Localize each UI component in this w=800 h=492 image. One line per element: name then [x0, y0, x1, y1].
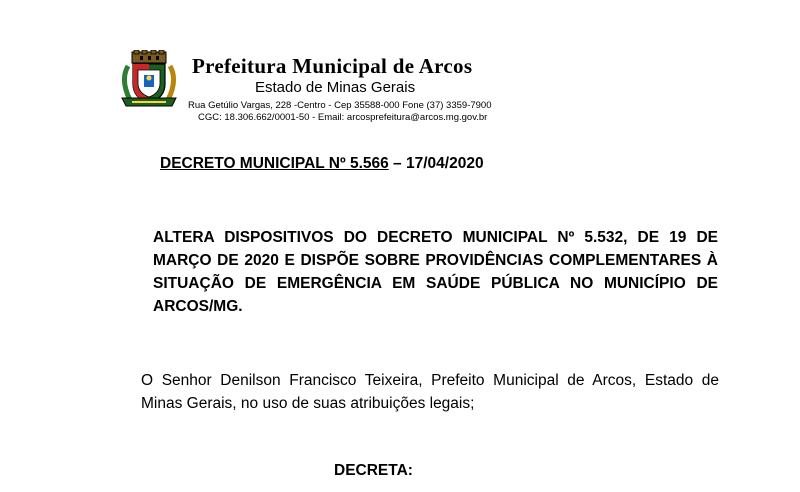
- cgc-email-line: CGC: 18.306.662/0001-50 - Email: arcosprefeitura@arcos.mg.gov.br: [198, 112, 488, 123]
- prefeitura-title: Prefeitura Municipal de Arcos: [192, 54, 473, 78]
- decreta-heading: DECRETA:: [334, 462, 413, 479]
- decree-preamble: O Senhor Denilson Francisco Teixeira, Prefeito Municipal de Arcos, Estado de Minas Gerais, no uso de suas atribuições legais;: [141, 372, 719, 412]
- decree-number: DECRETO MUNICIPAL Nº 5.566: [160, 155, 389, 172]
- decree-date: – 17/04/2020: [388, 155, 484, 172]
- decree-ementa: ALTERA DISPOSITIVOS DO DECRETO MUNICIPAL Nº 5.532, DE 19 DE MARÇO DE 2020 E DISPÕE SOBRE PROVIDÊNCIAS COMPLEMENTARES À SITUAÇÃO DE EMERGÊNCIA EM SAÚDE PÚBLICA NO MUNICÍPIO DE ARCOS/MG.: [153, 229, 718, 315]
- municipal-coat-of-arms-icon: [118, 50, 180, 108]
- state-name: Estado de Minas Gerais: [255, 79, 416, 96]
- address-line: Rua Getúlio Vargas, 228 -Centro - Cep 35588-000 Fone (37) 3359-7900: [188, 100, 492, 111]
- decree-title: [160, 155, 484, 173]
